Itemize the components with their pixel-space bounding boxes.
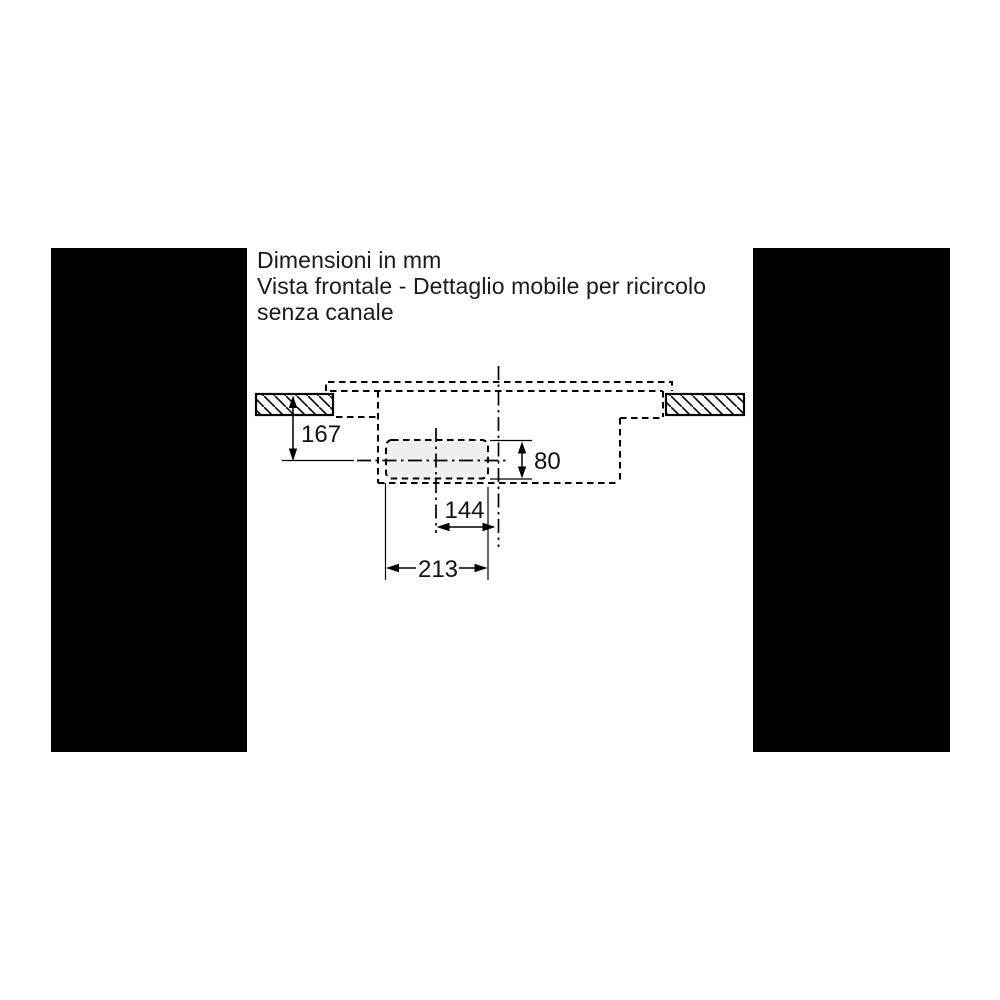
dimension-144 — [437, 497, 496, 531]
caption-units-line: Dimensioni in mm — [257, 247, 442, 273]
worktop-section-right — [666, 394, 744, 415]
dim-213-arrow-right — [475, 564, 488, 572]
dim-167-arrow-down — [289, 449, 297, 462]
dimension-80 — [518, 442, 561, 479]
caption-view-line: Vista frontale - Dettaglio mobile per ricircolo — [257, 273, 707, 299]
dimension-213 — [386, 556, 488, 583]
dim-213-arrow-left — [386, 564, 399, 572]
dim-80-arrow-down — [518, 467, 526, 479]
recirculation-cutout — [386, 440, 488, 479]
dim-label-144: 144 — [444, 497, 485, 524]
dim-label-213: 213 — [417, 556, 459, 583]
dim-80-arrow-up — [518, 442, 526, 454]
dim-label-80: 80 — [534, 448, 561, 475]
dim-144-arrow-left — [437, 523, 450, 531]
dim-144-arrow-right — [483, 523, 496, 531]
caption-view-line2: senza canale — [257, 299, 394, 325]
dim-label-167: 167 — [301, 421, 342, 448]
